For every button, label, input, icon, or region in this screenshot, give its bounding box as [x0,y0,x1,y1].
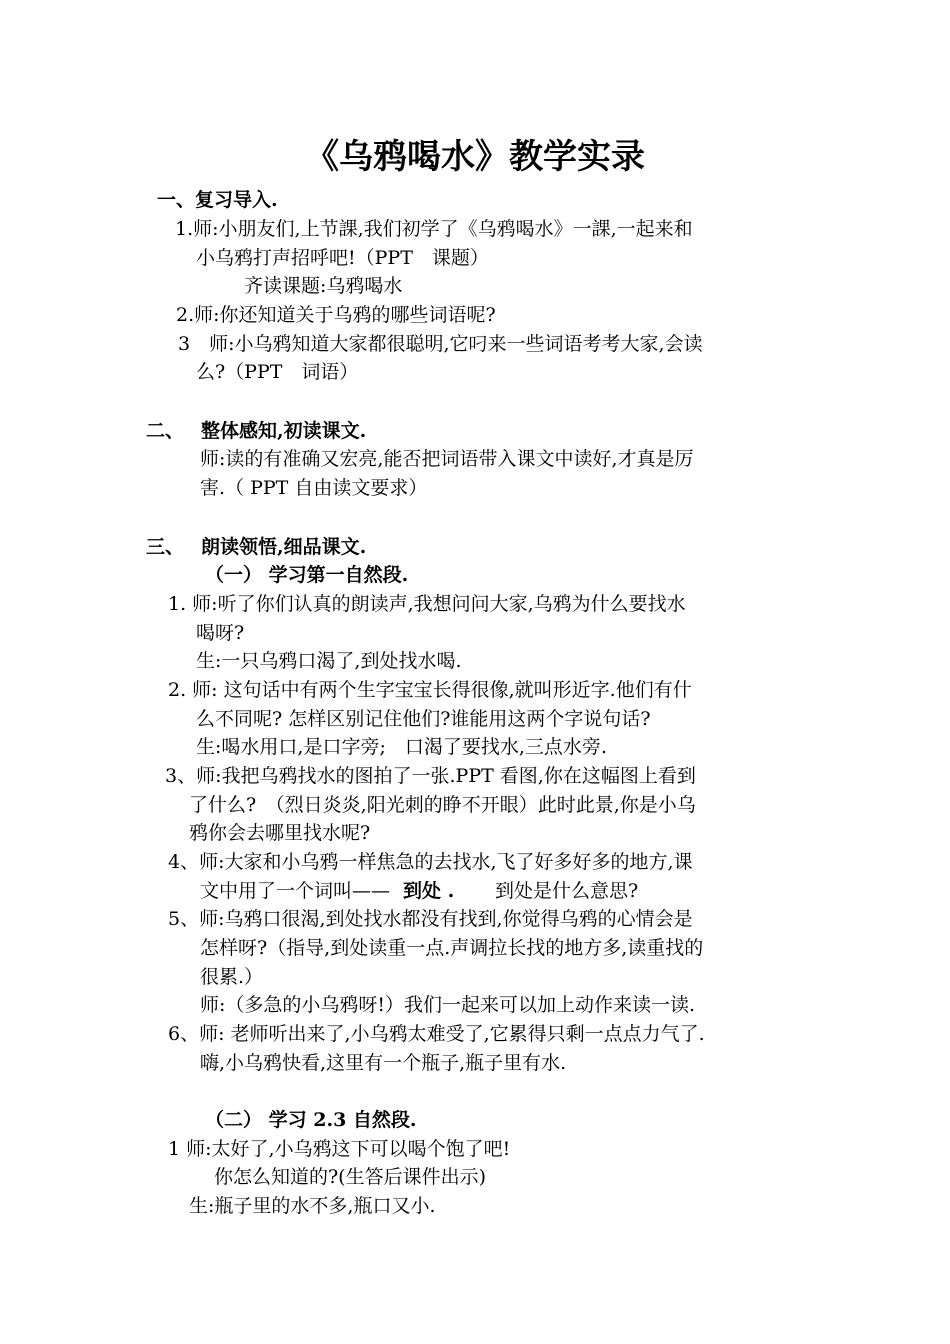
section-3-line: 3、师:我把乌鸦找水的图拍了一张.PPT 看图,你在这幅图上看到 [165,765,696,787]
section-3-line: 了什么? （烈日炎炎,阳光刺的睁不开眼）此时此景,你是小乌 [189,794,696,816]
section-1-line: 么?（PPT 词语） [196,361,359,383]
section-3-line: 很累.） [200,966,264,988]
section-3-line: 嗨,小乌鸦快看,这里有一个瓶子,瓶子里有水. [200,1052,567,1074]
section-2-heading: 整体感知,初读课文. [201,420,367,442]
section-3-line: 5、师:乌鸦口很渴,到处找水都没有找到,你觉得乌鸦的心情会是 [168,908,693,930]
section-3-heading: 朗读领悟,细品课文. [201,536,367,558]
section-1-heading: 一、复习导入. [157,189,278,211]
section-3-line: 1. 师:听了你们认真的朗读声,我想问问大家,乌鸦为什么要找水 [168,593,686,615]
subsection-1-heading: （一） 学习第一自然段. [205,564,409,586]
section-2-line: 师:读的有准确又宏亮,能否把词语带入课文中读好,才真是厉 [200,448,694,470]
section-2-number: 二、 [146,420,185,442]
subsection-2-heading: （二） 学习 2.3 自然段. [205,1109,417,1131]
section-3-line: 6、师: 老师听出来了,小乌鸦太难受了,它累得只剩一点点力气了. [168,1023,705,1045]
section-3-line: 生:喝水用口,是口字旁; 口渴了要找水,三点水旁. [196,736,607,758]
document-title: 《乌鸦喝水》教学实录 [305,137,645,177]
section-3-line: 生:一只乌鸦口渴了,到处找水喝. [196,650,462,672]
section-3-line: 怎样呀?（指导,到处读重一点.声调拉长找的地方多,读重找的 [200,937,704,959]
section-3-line: 2. 师: 这句话中有两个生字宝宝长得很像,就叫形近字.他们有什 [168,679,692,701]
section-1-line: 小乌鸦打声招呼吧!（PPT 课题） [196,247,489,269]
section-3-line: 么不同呢? 怎样区别记住他们?谁能用这两个字说句话? [196,708,651,730]
section-1-line: 2.师:你还知道关于乌鸦的哪些词语呢? [176,304,496,326]
section-3-line: 文中用了一个词叫—— [200,880,391,902]
section-3-line: 生:瓶子里的水不多,瓶口又小. [189,1195,436,1217]
section-1-line: 1.师:小朋友们,上节課,我们初学了《乌鸦喝水》一課,一起来和 [175,218,693,240]
section-3-line: 鸦你会去哪里找水呢? [189,822,371,844]
section-3-line: 1 师:太好了,小乌鸦这下可以喝个饱了吧! [168,1138,511,1160]
section-3-number: 三、 [146,536,185,558]
emphasis-daochu: 到处 . [403,880,455,902]
section-1-line: 齐读课题:乌鸦喝水 [244,275,403,297]
section-2-line: 害.（ PPT 自由读文要求） [200,477,428,499]
section-3-line: 4、师:大家和小乌鸦一样焦急的去找水,飞了好多好多的地方,课 [168,851,693,873]
section-3-line: 师:（多急的小乌鸦呀!）我们一起来可以加上动作来读一读. [200,994,696,1016]
section-3-line: 到处是什么意思? [495,880,639,902]
section-3-line: 喝呀? [196,622,245,644]
section-1-line: 3 师:小乌鸦知道大家都很聪明,它叼来一些词语考考大家,会读 [178,333,703,355]
section-3-line: 你怎么知道的?(生答后课件出示) [214,1166,487,1188]
